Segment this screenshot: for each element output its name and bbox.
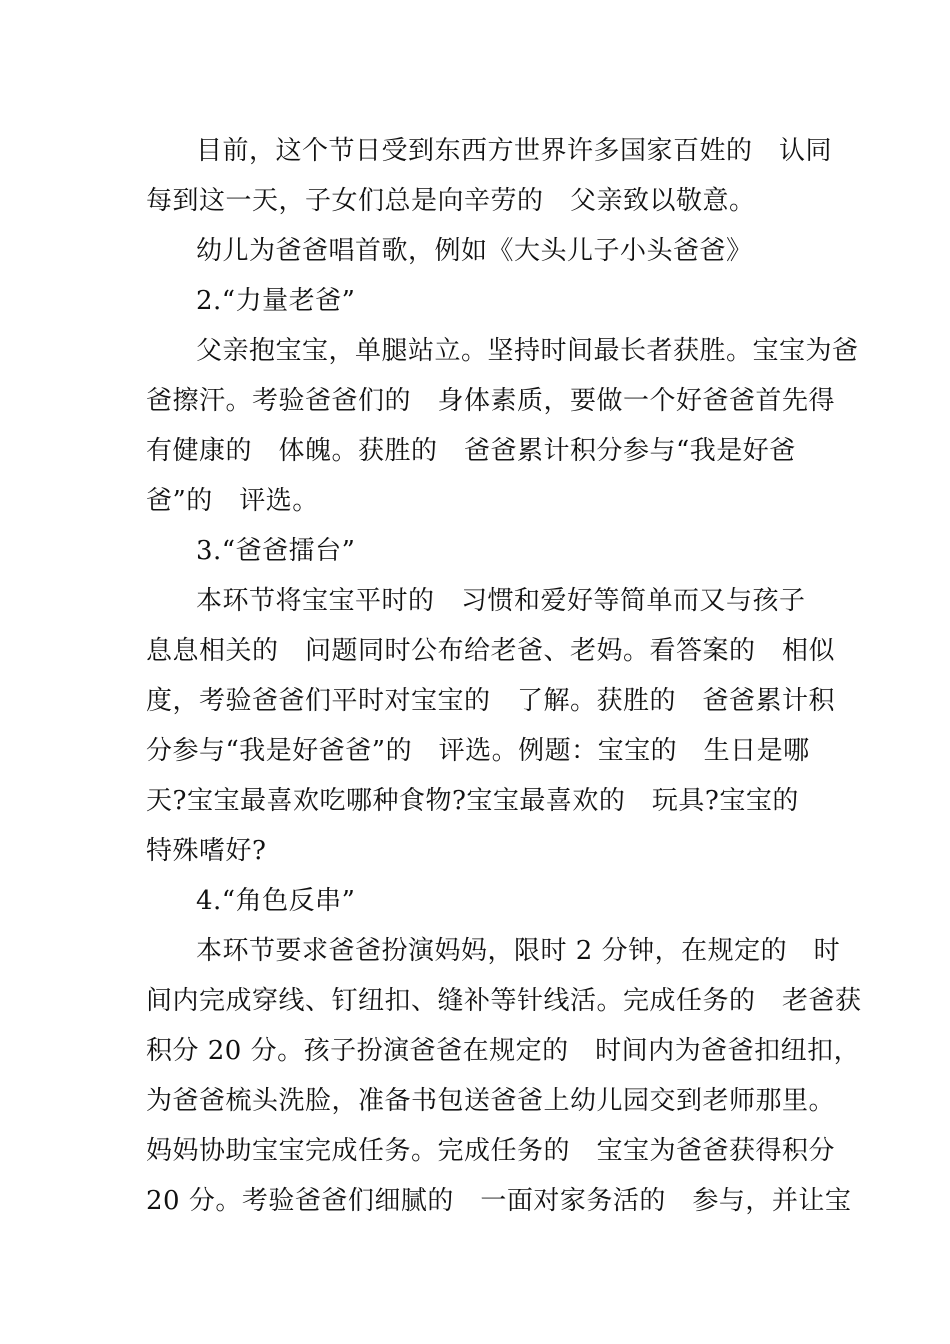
text-line: 本环节将宝宝平时的 习惯和爱好等简单而又与孩子 — [196, 586, 806, 616]
section-heading: 2.“力量老爸” — [196, 286, 356, 316]
text-line: 目前，这个节日受到东西方世界许多国家百姓的 认同 — [196, 136, 833, 166]
text-line: 幼儿为爸爸唱首歌，例如《大头儿子小头爸爸》 — [196, 236, 753, 266]
text-line: 度，考验爸爸们平时对宝宝的 了解。获胜的 爸爸累计积 — [146, 686, 836, 716]
text-line: 爸擦汗。考验爸爸们的 身体素质，要做一个好爸爸首先得 — [146, 386, 836, 416]
section-heading: 4.“角色反串” — [196, 886, 356, 916]
text-line: 息息相关的 问题同时公布给老爸、老妈。看答案的 相似 — [146, 636, 836, 666]
text-line: 分参与“我是好爸爸”的 评选。例题：宝宝的 生日是哪 — [146, 736, 810, 766]
text-line: 妈妈协助宝宝完成任务。完成任务的 宝宝为爸爸获得积分 — [146, 1136, 836, 1166]
section-heading: 3.“爸爸擂台” — [196, 536, 356, 566]
text-line: 为爸爸梳头洗脸，准备书包送爸爸上幼儿园交到老师那里。 — [146, 1086, 836, 1116]
text-line: 每到这一天，子女们总是向辛劳的 父亲致以敬意。 — [146, 186, 756, 216]
text-line: 特殊嗜好? — [146, 836, 267, 866]
text-line: 有健康的 体魄。获胜的 爸爸累计积分参与“我是好爸 — [146, 436, 796, 466]
text-line: 20 分。考验爸爸们细腻的 一面对家务活的 参与，并让宝 — [146, 1186, 852, 1216]
text-line: 父亲抱宝宝，单腿站立。坚持时间最长者获胜。宝宝为爸 — [196, 336, 859, 366]
text-line: 积分 20 分。孩子扮演爸爸在规定的 时间内为爸爸扣纽扣， — [146, 1036, 861, 1066]
text-line: 爸”的 评选。 — [146, 486, 319, 516]
text-line: 本环节要求爸爸扮演妈妈，限时 2 分钟，在规定的 时 — [196, 936, 841, 966]
text-line: 间内完成穿线、钉纽扣、缝补等针线活。完成任务的 老爸获 — [146, 986, 862, 1016]
text-line: 天?宝宝最喜欢吃哪种食物?宝宝最喜欢的 玩具?宝宝的 — [146, 786, 799, 816]
document-page — [146, 126, 862, 1226]
